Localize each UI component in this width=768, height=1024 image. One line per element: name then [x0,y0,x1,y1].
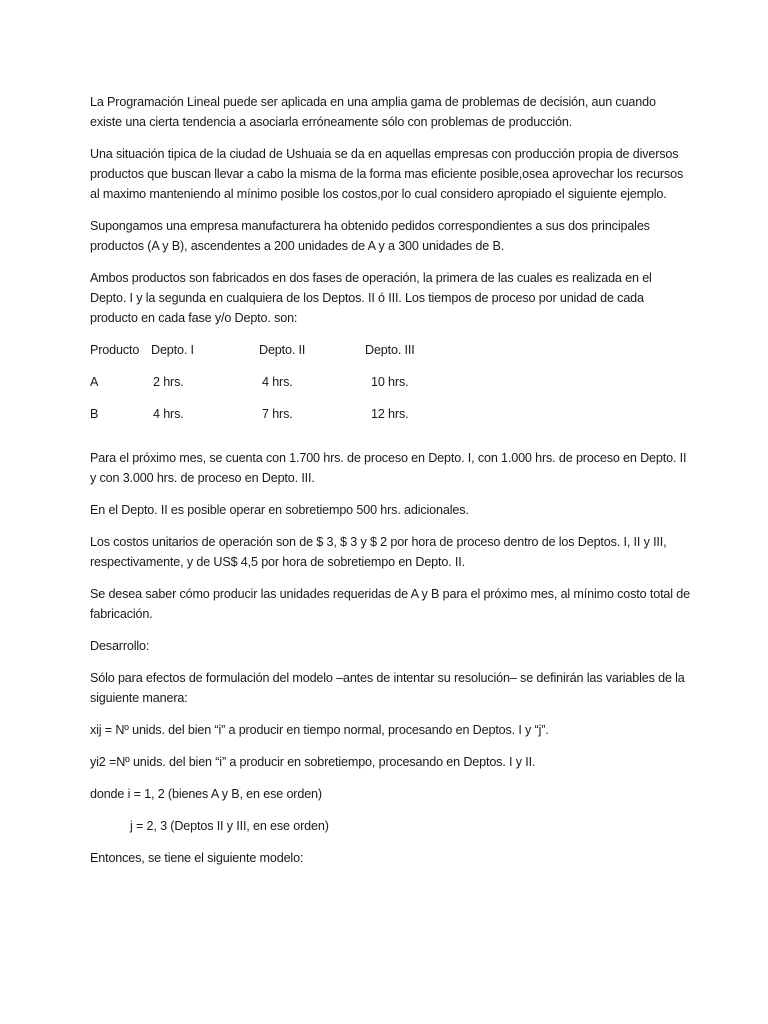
paragraph-capacity: Para el próximo mes, se cuenta con 1.700 hrs. de proceso en Depto. I, con 1.000 hrs. de proceso en Depto. II y con 3.000 hrs. de proceso en Depto. III. [90,451,687,485]
table-header-depto-ii: Depto. II [259,343,306,357]
table-cell-depto-ii: 4 hrs. [262,375,293,389]
paragraph-phases: Ambos productos son fabricados en dos fases de operación, la primera de las cuales es realizada en el Depto. I y la segunda en cualquiera de los Deptos. II ó III. Los tiempos de proceso por unidad de cada producto en cada fase y/o Depto. son: [90,271,652,325]
table-cell-depto-i: 2 hrs. [153,375,184,389]
definition-yi2: yi2 =Nº unids. del bien “i” a producir en sobretiempo, procesando en Deptos. I y II. [90,755,536,769]
table-cell-depto-iii: 10 hrs. [371,375,409,389]
paragraph-context: Una situación tipica de la ciudad de Ushuaia se da en aquellas empresas con producción propia de diversos productos que buscan llevar a cabo la misma de la forma mas eficiente posible,osea aprovechar los recursos al maximo manteniendo al mínimo posible los costos,por lo cual considero apropiado el siguiente ejemplo. [90,147,684,201]
table-header-row [90,340,690,360]
table-row [90,372,690,392]
table-cell-product: B [90,407,99,421]
paragraph-intro: La Programación Lineal puede ser aplicada en una amplia gama de problemas de decisión, aun cuando existe una cierta tendencia a asociarla erróneamente sólo con problemas de producción. [90,95,656,129]
table-cell-depto-iii: 12 hrs. [371,407,409,421]
section-heading-desarrollo: Desarrollo: [90,639,150,653]
paragraph-objective: Se desea saber cómo producir las unidades requeridas de A y B para el próximo mes, al mínimo costo total de fabricación. [90,587,690,621]
table-header-depto-i: Depto. I [151,343,194,357]
definition-index-i: donde i = 1, 2 (bienes A y B, en ese orden) [90,787,322,801]
paragraph-model-intro: Entonces, se tiene el siguiente modelo: [90,851,304,865]
table-cell-product: A [90,375,99,389]
paragraph-variables-intro: Sólo para efectos de formulación del modelo –antes de intentar su resolución– se definirán las variables de la siguiente manera: [90,671,685,705]
definition-index-j: j = 2, 3 (Deptos II y III, en ese orden) [130,819,329,833]
document-body [90,92,690,880]
definition-xij: xij = Nº unids. del bien “i” a producir en tiempo normal, procesando en Deptos. I y “j”. [90,723,549,737]
table-row [90,404,690,424]
paragraph-costs: Los costos unitarios de operación son de $ 3, $ 3 y $ 2 por hora de proceso dentro de los Deptos. I, II y III, respectivamente, y de US$ 4,5 por hora de sobretiempo en Depto. II. [90,535,667,569]
process-time-table [90,340,690,436]
table-cell-depto-i: 4 hrs. [153,407,184,421]
paragraph-orders: Supongamos una empresa manufacturera ha obtenido pedidos correspondientes a sus dos principales productos (A y B), ascendentes a 200 unidades de A y a 300 unidades de B. [90,219,650,253]
table-header-producto: Producto [90,343,140,357]
table-header-depto-iii: Depto. III [365,343,415,357]
table-cell-depto-ii: 7 hrs. [262,407,293,421]
paragraph-overtime: En el Depto. II es posible operar en sobretiempo 500 hrs. adicionales. [90,503,469,517]
